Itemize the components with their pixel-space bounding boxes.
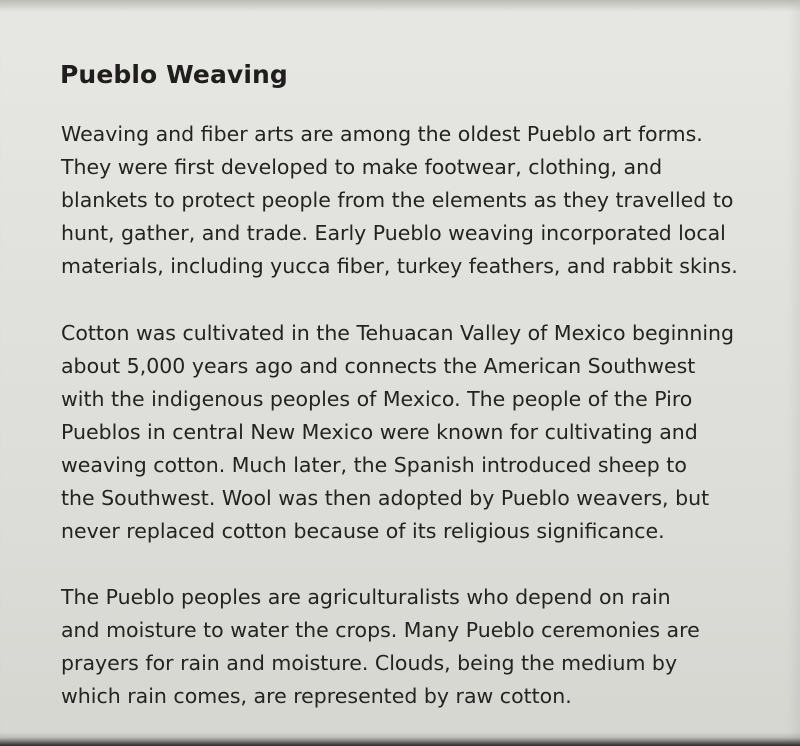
- paragraph-rain-ceremonies: [61, 581, 781, 713]
- text-line: The Pueblo peoples are agriculturalists who depend on rain: [61, 585, 671, 609]
- placard-bottom-edge: [0, 732, 800, 746]
- placard-title: Pueblo Weaving: [60, 60, 288, 89]
- text-line: hunt, gather, and trade. Early Pueblo weaving incorporated local: [61, 221, 726, 245]
- text-line: the Southwest. Wool was then adopted by Pueblo weavers, but: [61, 486, 710, 510]
- placard-top-edge: [0, 0, 800, 12]
- text-line: Pueblos in central New Mexico were known for cultivating and: [61, 420, 698, 444]
- text-line: materials, including yucca fiber, turkey feathers, and rabbit skins.: [61, 254, 738, 278]
- paragraph-weaving-origins: [61, 118, 781, 283]
- text-line: prayers for rain and moisture. Clouds, being the medium by: [61, 651, 678, 675]
- text-line: Weaving and fiber arts are among the oldest Pueblo art forms.: [61, 122, 703, 146]
- text-line: about 5,000 years ago and connects the American Southwest: [61, 354, 696, 378]
- text-line: weaving cotton. Much later, the Spanish introduced sheep to: [61, 453, 687, 477]
- text-line: never replaced cotton because of its religious significance.: [61, 519, 665, 543]
- text-line: They were first developed to make footwear, clothing, and: [61, 155, 663, 179]
- text-line: which rain comes, are represented by raw cotton.: [61, 684, 572, 708]
- text-line: and moisture to water the crops. Many Pueblo ceremonies are: [61, 618, 700, 642]
- text-line: Cotton was cultivated in the Tehuacan Valley of Mexico beginning: [61, 321, 735, 345]
- paragraph-cotton-history: [61, 317, 781, 548]
- text-line: with the indigenous peoples of Mexico. The people of the Piro: [61, 387, 693, 411]
- text-line: blankets to protect people from the elements as they travelled to: [61, 188, 734, 212]
